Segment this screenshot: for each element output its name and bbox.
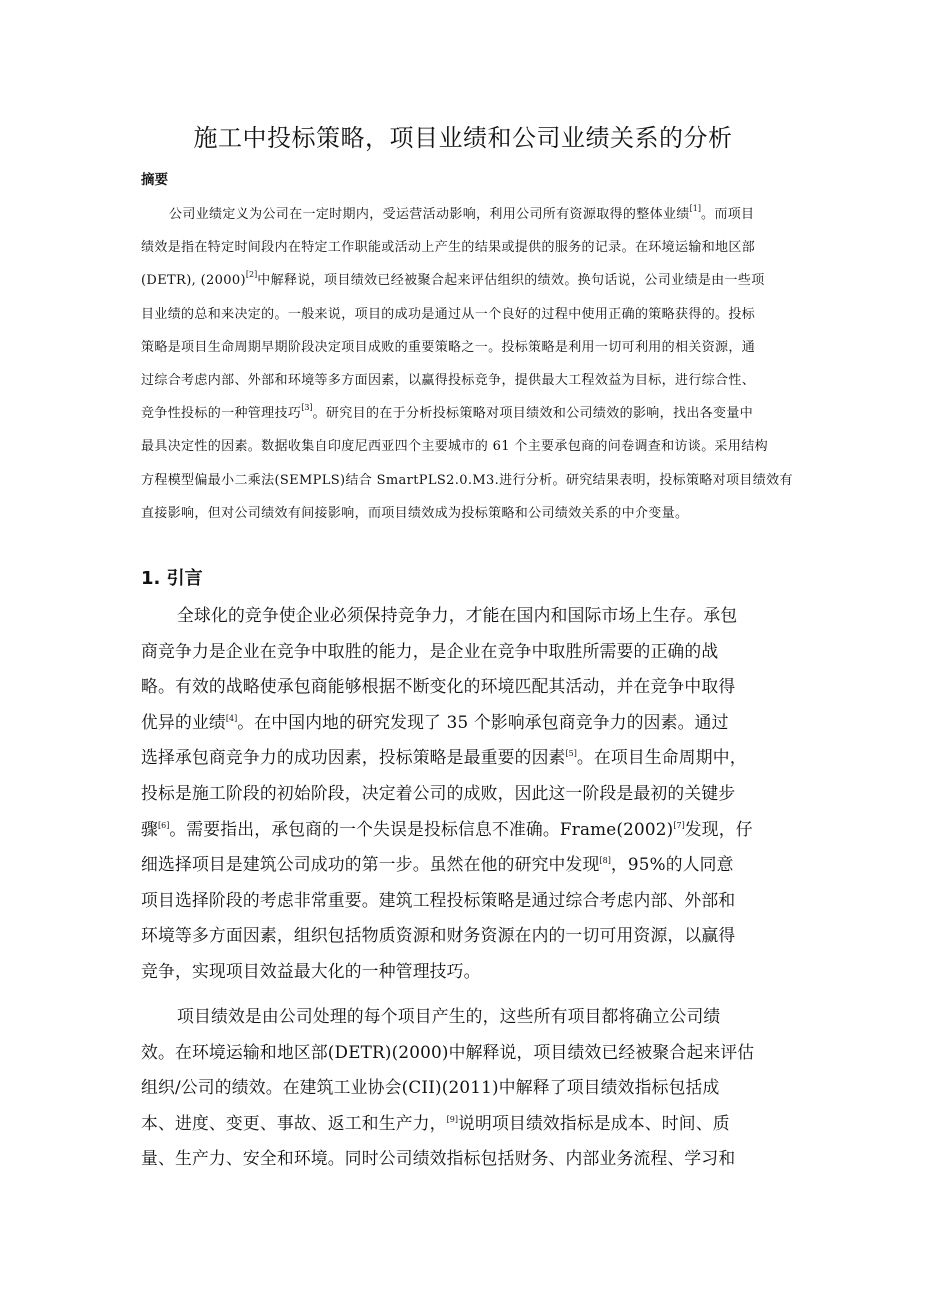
line-text: 绩效是指在特定时间段内在特定工作职能或活动上产生的结果或提供的服务的记录。在环境运输和地区部	[141, 240, 756, 256]
text-line	[141, 267, 791, 300]
line-text: 目业绩的总和来决定的。一般来说，项目的成功是通过从一个良好的过程中使用正确的策略获得的。投标	[141, 306, 756, 322]
text-line	[141, 954, 791, 990]
line-text: 效。在环境运输和地区部(DETR)(2000)中解释说，项目绩效已经被聚合起来评估	[141, 1041, 755, 1062]
line-text: 直接影响，但对公司绩效有间接影响，而项目绩效成为投标策略和公司绩效关系的中介变量。	[141, 505, 689, 521]
text-line	[141, 234, 791, 267]
line-text: 项目绩效是由公司处理的每个项目产生的，这些所有项目都将确立公司绩	[177, 1006, 721, 1026]
text-line	[141, 776, 791, 812]
text-line	[141, 705, 791, 741]
line-text: 策略是项目生命周期早期阶段决定项目成败的重要策略之一。投标策略是利用一切可利用的相关资源，通	[141, 339, 756, 355]
text-line	[141, 334, 791, 367]
line-text: 选择承包商竞争力的成功因素，投标策略是最重要的因素	[141, 747, 566, 768]
text-line	[141, 1070, 791, 1106]
line-text: 全球化的竞争使企业必须保持竞争力，才能在国内和国际市场上生存。承包	[177, 605, 738, 625]
line-text: 。研究目的在于分析投标策略对项目绩效和公司绩效的影响，找出各变量中	[312, 406, 754, 422]
text-line	[141, 1106, 791, 1142]
text-line	[141, 433, 791, 466]
citation-ref: [2]	[245, 270, 258, 280]
line-text: 骤	[141, 818, 158, 839]
text-line	[141, 400, 791, 433]
citation-ref: [3]	[301, 403, 313, 413]
text-line	[141, 883, 791, 919]
text-line	[141, 847, 791, 883]
line-text: ，95%的人同意	[610, 854, 734, 875]
line-text: 。在项目生命周期中，	[576, 747, 747, 768]
text-line	[141, 598, 791, 634]
line-text: 说明项目绩效指标是成本、时间、质	[458, 1112, 730, 1133]
text-line	[141, 1035, 791, 1071]
abstract-heading: 摘要	[141, 172, 168, 188]
line-text: 量、生产力、安全和环境。同时公司绩效指标包括财务、内部业务流程、学习和	[141, 1148, 736, 1169]
line-text: 优异的业绩	[141, 711, 226, 732]
introduction-paragraph-2	[141, 999, 791, 1177]
line-text: 方程模型偏最小二乘法(SEMPLS)结合 SmartPLS2.0.M3.进行分析。研究结果表明，投标策略对项目绩效有	[141, 472, 793, 488]
citation-ref: [1]	[689, 204, 701, 213]
line-text: 最具决定性的因素。数据收集自印度尼西亚四个主要城市的 61 个主要承包商的问卷调查和访谈。采用结构	[141, 439, 768, 455]
abstract-body	[141, 201, 791, 533]
line-text: 商竞争力是企业在竞争中取胜的能力，是企业在竞争中取胜所需要的正确的战	[141, 640, 719, 661]
text-line	[141, 918, 791, 954]
citation-ref: [8]	[599, 856, 611, 866]
citation-ref: [9]	[446, 1114, 459, 1124]
text-line	[141, 740, 791, 776]
line-text: 环境等多方面因素，组织包括物质资源和财务资源在内的一切可用资源，以赢得	[141, 925, 736, 946]
line-text: 本、进度、变更、事故、返工和生产力，	[141, 1112, 447, 1133]
line-text: 。需要指出，承包商的一个失误是投标信息不准确。Frame(2002)	[169, 818, 674, 839]
introduction-paragraph-1	[141, 598, 791, 990]
text-line	[141, 500, 791, 533]
line-text: 过综合考虑内部、外部和环境等多方面因素，以赢得投标竞争，提供最大工程效益为目标，进行综合性、	[141, 372, 756, 388]
citation-ref: [5]	[565, 749, 577, 759]
line-text: 略。有效的战略使承包商能够根据不断变化的环境匹配其活动，并在竞争中取得	[141, 676, 736, 697]
section-heading-introduction: 1. 引言	[141, 568, 203, 589]
line-text: 细选择项目是建筑公司成功的第一步。虽然在他的研究中发现	[141, 854, 600, 875]
line-text: 项目选择阶段的考虑非常重要。建筑工程投标策略是通过综合考虑内部、外部和	[141, 889, 736, 910]
line-text: 。在中国内地的研究发现了 35 个影响承包商竞争力的因素。通过	[237, 711, 729, 732]
paper-title: 施工中投标策略，项目业绩和公司业绩关系的分析	[193, 124, 733, 152]
citation-ref: [6]	[157, 820, 170, 830]
line-text: 公司业绩定义为公司在一定时期内，受运营活动影响，利用公司所有资源取得的整体业绩	[169, 207, 690, 222]
text-line	[141, 467, 791, 500]
text-line	[141, 301, 791, 334]
text-line	[141, 999, 791, 1035]
text-line	[141, 812, 791, 848]
text-line	[141, 634, 791, 670]
line-text: 。而项目	[701, 207, 755, 222]
citation-ref: [7]	[673, 820, 685, 830]
line-text: 中解释说，项目绩效已经被聚合起来评估组织的绩效。换句话说，公司业绩是由一些项	[257, 273, 765, 289]
line-text: 投标是施工阶段的初始阶段，决定着公司的成败，因此这一阶段是最初的关键步	[141, 782, 736, 803]
citation-ref: [4]	[225, 713, 238, 723]
line-text: 竞争，实现项目效益最大化的一种管理技巧。	[141, 960, 481, 981]
line-text: (DETR), (2000)	[141, 273, 246, 289]
text-line	[141, 367, 791, 400]
line-text: 发现，仔	[684, 818, 753, 839]
text-line	[141, 1141, 791, 1177]
line-text: 组织/公司的绩效。在建筑工业协会(CII)(2011)中解释了项目绩效指标包括成	[141, 1077, 720, 1098]
text-line	[141, 201, 791, 234]
text-line	[141, 669, 791, 705]
line-text: 竞争性投标的一种管理技巧	[141, 406, 302, 422]
